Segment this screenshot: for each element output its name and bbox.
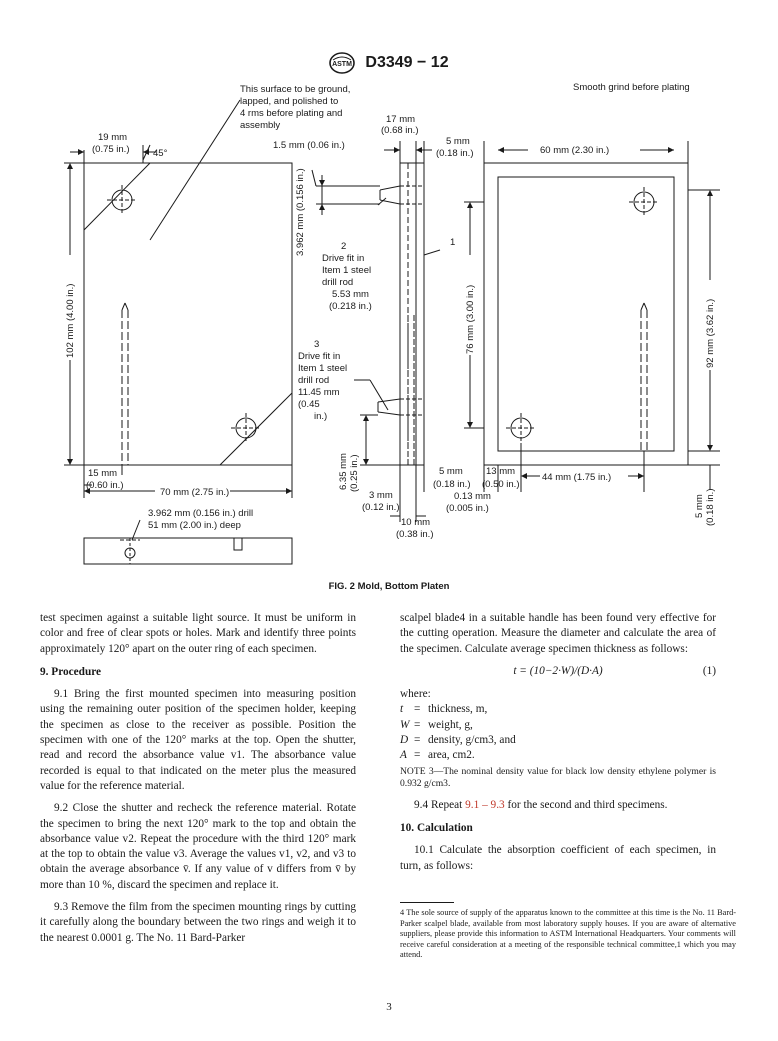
item2-line5: 5.53 mm bbox=[332, 289, 369, 300]
dim-013mm: 0.13 mm bbox=[454, 491, 491, 502]
definition-row: A = area, cm2. bbox=[400, 749, 475, 762]
item2-line3: Item 1 steel bbox=[322, 265, 372, 276]
dim-60mm: 60 mm (2.30 in.) bbox=[540, 145, 610, 156]
section-10-title: 10. Calculation bbox=[400, 821, 473, 834]
dim-102mm: 102 mm (4.00 in.) bbox=[65, 283, 76, 358]
left-column bbox=[40, 611, 356, 953]
drill-note-line1: 3.962 mm (0.156 in.) drill bbox=[148, 508, 254, 519]
dim-635mm: 6.35 mm bbox=[338, 453, 349, 490]
section-reference-link[interactable]: 9.1 – 9.3 bbox=[465, 798, 505, 811]
dim-44mm: 44 mm (1.75 in.) bbox=[542, 472, 612, 483]
dim-5mm-right: 5 mm bbox=[694, 494, 705, 518]
item3-line7: in.) bbox=[314, 411, 328, 422]
item3-line3: Item 1 steel bbox=[298, 363, 348, 374]
paragraph-9-2: 9.2 Close the shutter and recheck the reference material. Rotate the specimen to bring the next 120° mark to the top and obtain the absorbance value v2. Repeat the procedure with the third 120° mark at the top to obtain the value v3. Average the values v1, v2, and v3 to obtain the average absorbance v̄. If any value of v differs from v̄ by more than 10 %, discard the specimen and replace it. bbox=[40, 802, 356, 891]
variable-definitions bbox=[400, 702, 716, 763]
dim-15in: (0.60 in.) bbox=[86, 480, 124, 491]
dim-5in-top: (0.18 in.) bbox=[436, 148, 474, 159]
item3-line5: 11.45 mm bbox=[298, 387, 340, 398]
paragraph-9-1: 9.1 Bring the first mounted specimen into measuring position using the remaining outer position of the specimen holder, keeping the specimen as close to the receiver as possible. Position the specimen with one of the 120° marks at the top. Open the shutter, read and record the absorbance value v1. The absorbance value recorded is equal to that indicated on the meter plus the measured value for the reference material. bbox=[40, 688, 356, 792]
dim-19mm: 19 mm bbox=[98, 132, 128, 143]
item3-line4: drill rod bbox=[298, 375, 330, 386]
paragraph-9-3: 9.3 Remove the film from the specimen mounting rings by cutting it carefully along the boundary between the two rings and weigh it to the nearest 0.0001 g. The No. 11 Bard-Parker bbox=[40, 901, 356, 944]
equation-number: (1) bbox=[702, 664, 716, 677]
smooth-grind-note: Smooth grind before plating bbox=[573, 82, 690, 93]
equation-1 bbox=[400, 664, 716, 679]
dim-92mm: 92 mm (3.62 in.) bbox=[705, 298, 716, 368]
logo-text: ASTM bbox=[332, 61, 353, 68]
figure-caption: FIG. 2 Mold, Bottom Platen bbox=[328, 581, 450, 592]
dim-17in: (0.68 in.) bbox=[381, 125, 419, 136]
dim-13mm: 13 mm bbox=[486, 466, 516, 477]
dim-5mm-top: 5 mm bbox=[446, 136, 470, 147]
dim-15mm: 15 mm bbox=[88, 468, 118, 479]
page-number: 3 bbox=[386, 1001, 392, 1013]
definition-row: W = weight, g, bbox=[400, 718, 473, 731]
section-9-title: 9. Procedure bbox=[40, 665, 102, 678]
footnote-rule bbox=[400, 902, 454, 903]
document-designation: D3349 − 12 bbox=[365, 54, 449, 71]
dim-3962-vertical: 3.962 mm (0.156 in.) bbox=[295, 168, 306, 256]
paragraph-10-1: 10.1 Calculate the absorption coefficient of each specimen, in turn, as follows: bbox=[400, 844, 716, 872]
left-plate-outline bbox=[84, 163, 292, 465]
bottom-section-view bbox=[84, 538, 292, 564]
dim-635in: (0.25 in.) bbox=[349, 454, 360, 492]
dim-70mm: 70 mm (2.75 in.) bbox=[160, 487, 230, 498]
item3-line1: 3 bbox=[314, 339, 320, 350]
dim-3mm: 3 mm bbox=[369, 490, 393, 501]
right-column bbox=[400, 611, 716, 881]
paragraph-9-4: 9.4 Repeat 9.1 – 9.3 for the second and third specimens. bbox=[414, 798, 668, 811]
definition-row: t = thickness, m, bbox=[400, 703, 488, 716]
definition-row: D = density, g/cm3, and bbox=[400, 734, 516, 747]
item2-line2: Drive fit in bbox=[322, 253, 365, 264]
dim-5mm-bottom: 5 mm bbox=[439, 466, 463, 477]
equation-text: t = (10−2·W)/(D·A) bbox=[513, 664, 603, 677]
item2-line6: (0.218 in.) bbox=[329, 301, 372, 312]
dim-5in-bottom: (0.18 in.) bbox=[433, 479, 471, 490]
surface-note-line2: lapped, and polished to bbox=[240, 96, 339, 107]
item2-line1: 2 bbox=[341, 241, 347, 252]
dim-3in: (0.12 in.) bbox=[362, 502, 400, 513]
footnote-4: 4 The sole source of supply of the apparatus known to the committee at this time is the No. 11 Bard-Parker scalpel blade, available from most laboratory supply houses. If you are aware of alternative suppliers, please provide this information to ASTM International Headquarters. Your comments will receive careful consideration at a meeting of the responsible technical committee,1 which you may attend. bbox=[400, 908, 736, 960]
right-intro-paragraph: scalpel blade4 in a suitable handle has been found very effective for the cutting operation. Measure the diameter and calculate the area of the specimen. Calculate average specimen thickness as follows: bbox=[400, 612, 716, 655]
dim-13in: (0.50 in.) bbox=[482, 479, 520, 490]
dim-17mm: 17 mm bbox=[386, 114, 416, 125]
surface-note-line4: assembly bbox=[240, 120, 281, 131]
dim-1-5mm: 1.5 mm (0.06 in.) bbox=[273, 140, 345, 151]
item2-line4: drill rod bbox=[322, 277, 354, 288]
dim-76mm: 76 mm (3.00 in.) bbox=[465, 284, 476, 354]
note-3: NOTE 3—The nominal density value for black low density ethylene polymer is 0.932 g/cm3. bbox=[400, 765, 716, 789]
dim-10mm: 10 mm bbox=[401, 517, 431, 528]
left-intro-paragraph: test specimen against a suitable light source. It must be uniform in color and free of clear spots or holes. Mark and identify three points approximately 120° apart on the outer ring of each specimen. bbox=[40, 612, 356, 655]
surface-note-line1: This surface to be ground, bbox=[240, 84, 351, 95]
item1-label: 1 bbox=[450, 237, 456, 248]
where-label: where: bbox=[400, 688, 431, 701]
item3-line2: Drive fit in bbox=[298, 351, 341, 362]
drill-note-line2: 51 mm (2.00 in.) deep bbox=[148, 520, 241, 531]
right-plate-inner bbox=[498, 177, 674, 451]
dim-10in: (0.38 in.) bbox=[396, 529, 434, 540]
dim-19in: (0.75 in.) bbox=[92, 144, 130, 155]
dim-5in-right: (0.18 in.) bbox=[705, 488, 716, 526]
angle-45: 45° bbox=[153, 148, 168, 159]
item3-line6: (0.45 bbox=[298, 399, 320, 410]
dim-013in: (0.005 in.) bbox=[446, 503, 489, 514]
surface-note-line3: 4 rms before plating and bbox=[240, 108, 343, 119]
